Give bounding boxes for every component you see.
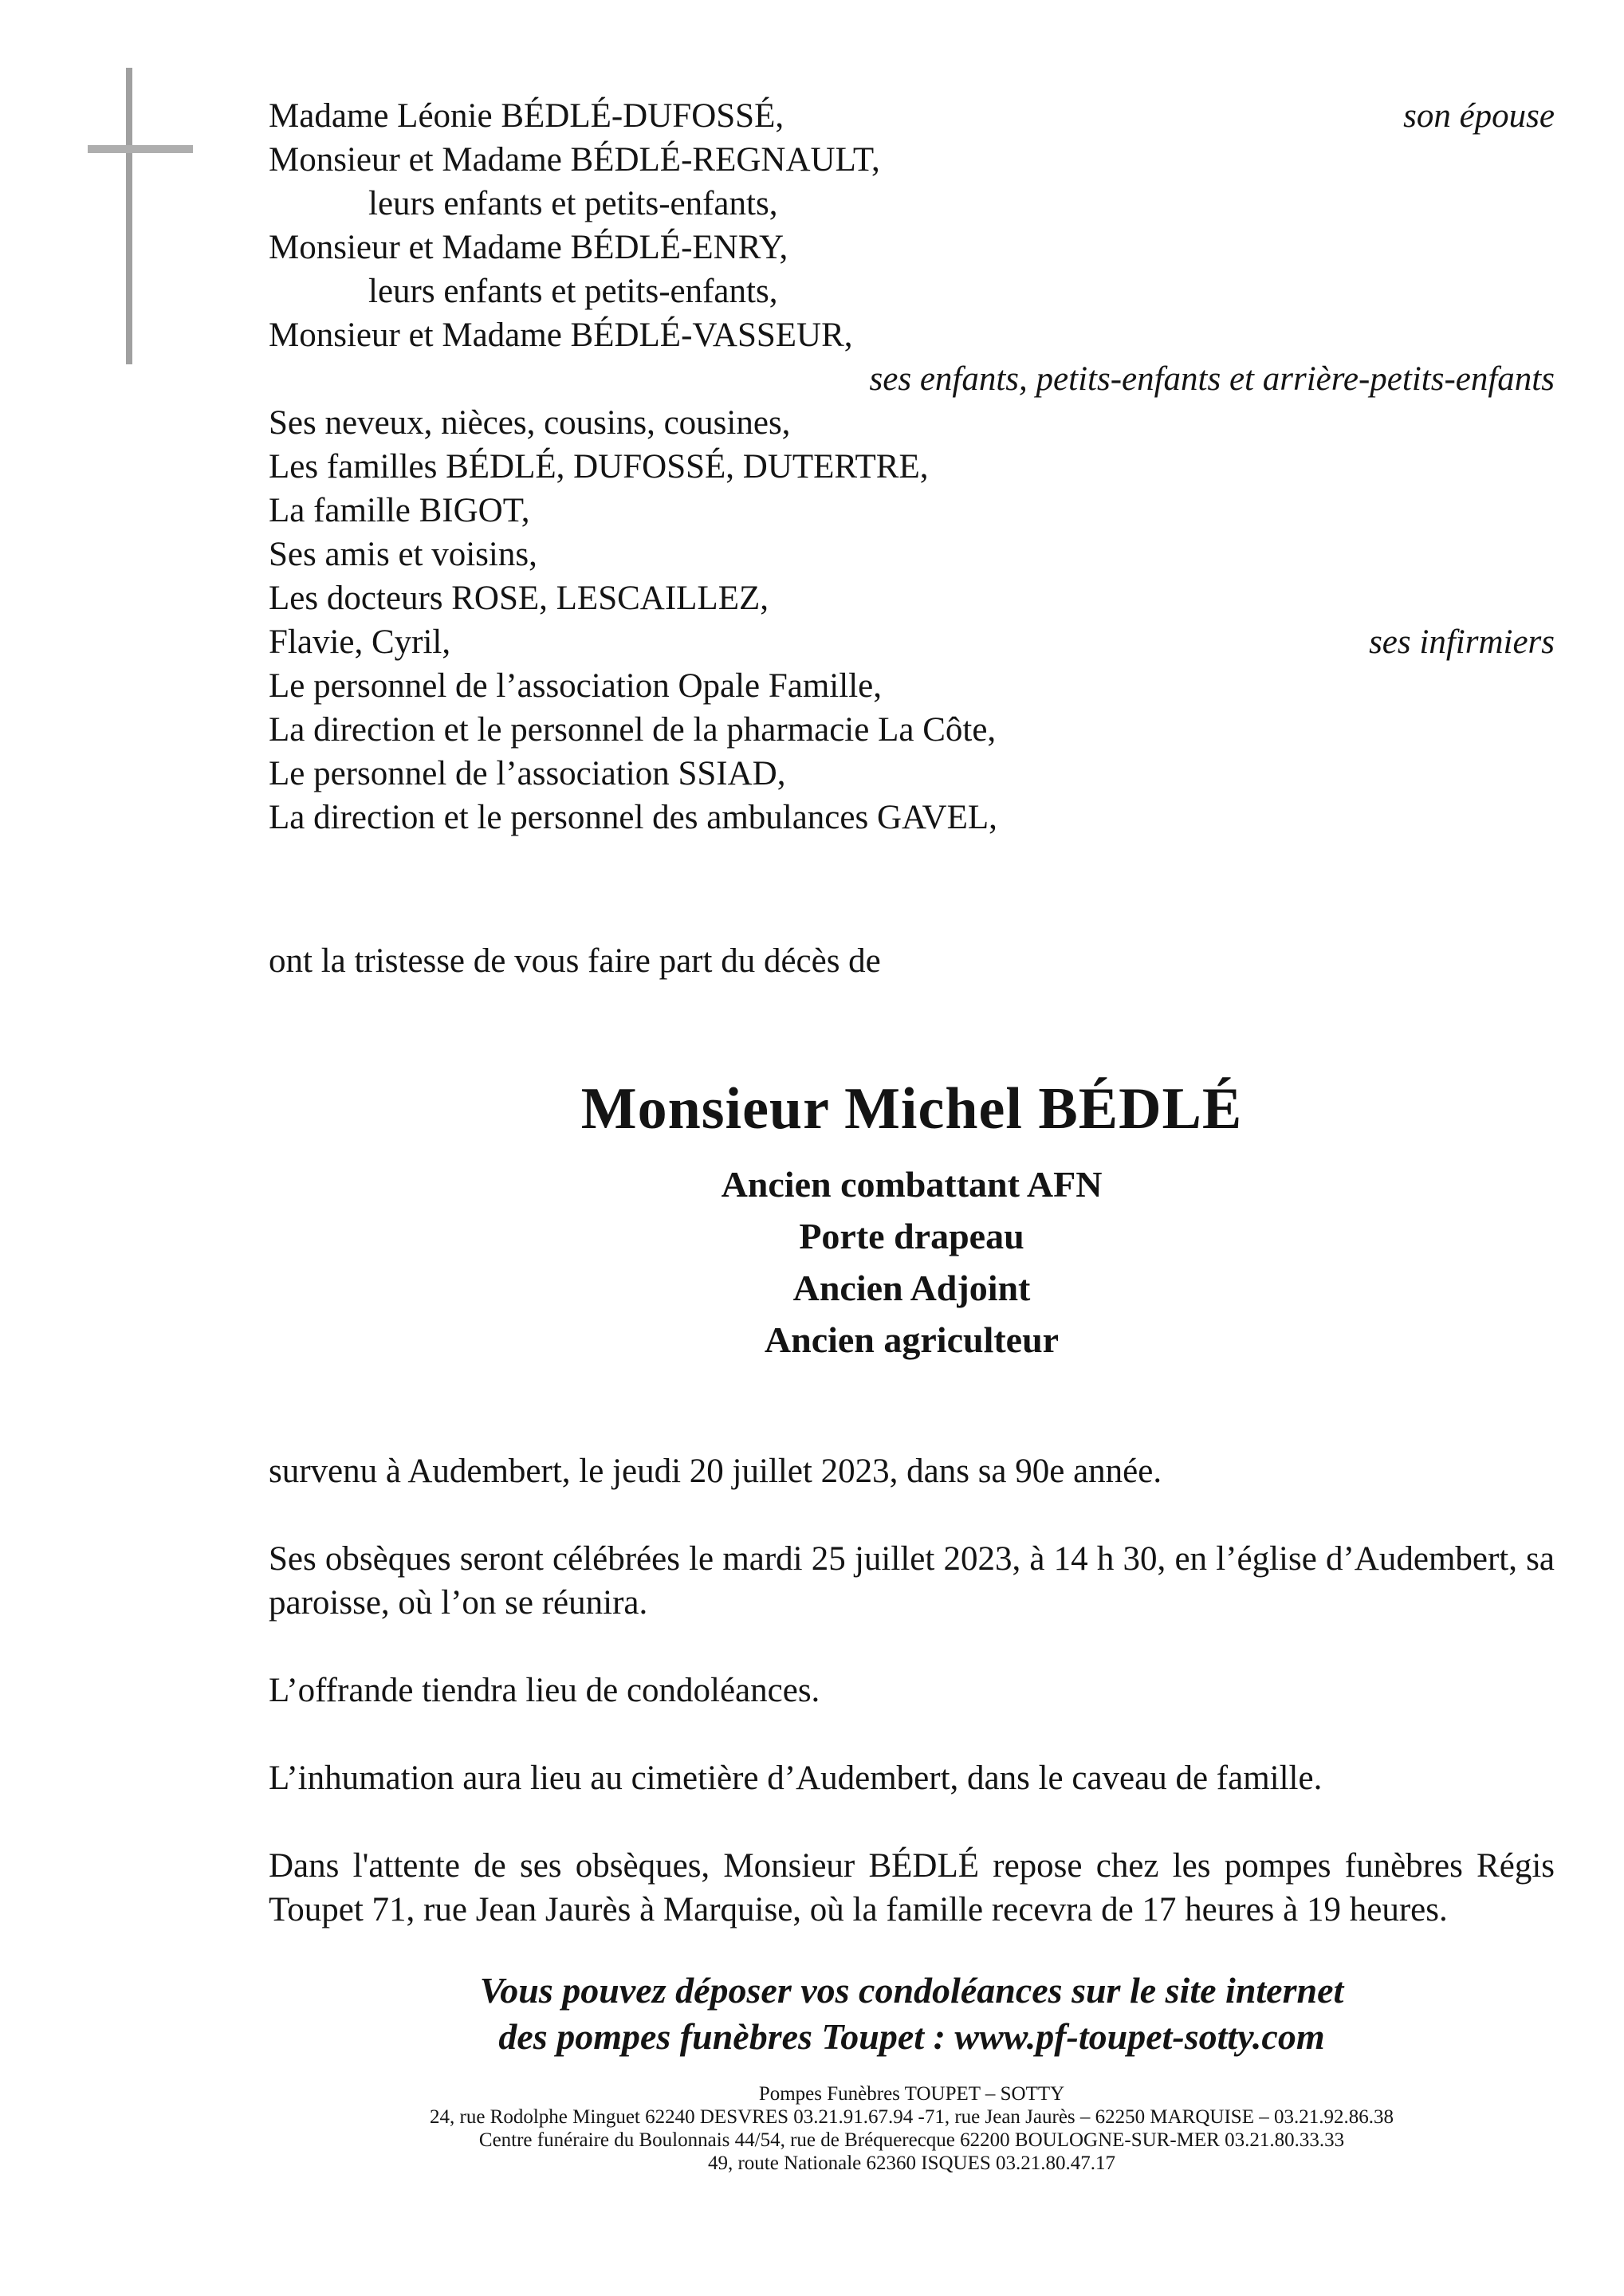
family-line-text: Le personnel de l’association Opale Famille, (269, 667, 882, 705)
family-line-text: La direction et le personnel des ambulances GAVEL, (269, 799, 997, 836)
family-line (269, 269, 1555, 313)
footer-line: Pompes Funèbres TOUPET – SOTTY (758, 2083, 1065, 2105)
family-line (269, 664, 1555, 708)
family-line-text: ses enfants, petits-enfants et arrière-petits-enfants (869, 360, 1555, 398)
family-line-text: Les docteurs ROSE, LESCAILLEZ, (269, 580, 769, 617)
family-line (269, 182, 1555, 226)
family-line (269, 576, 1555, 620)
family-line-text: Ses neveux, nièces, cousins, cousines, (269, 404, 791, 442)
paragraph-offering: L’offrande tiendra lieu de condoléances. (269, 1672, 820, 1709)
family-line (269, 357, 1555, 401)
family-line (269, 620, 1555, 664)
family-line-text: Monsieur et Madame BÉDLÉ-VASSEUR, (269, 316, 853, 354)
announcement-intro: ont la tristesse de vous faire part du décès de (269, 942, 881, 980)
relation-note: son épouse (1403, 97, 1555, 135)
family-line (269, 533, 1555, 576)
family-line-text: leurs enfants et petits-enfants, (368, 273, 778, 310)
deceased-title: Ancien agriculteur (764, 1319, 1060, 1360)
paragraph-burial: L’inhumation aura lieu au cimetière d’Audembert, dans le caveau de famille. (269, 1759, 1323, 1797)
family-line (269, 94, 1555, 138)
family-line-text: Les familles BÉDLÉ, DUFOSSÉ, DUTERTRE, (269, 448, 929, 486)
family-line-text: Monsieur et Madame BÉDLÉ-ENRY, (269, 229, 788, 266)
family-line (269, 445, 1555, 489)
family-line-text: Monsieur et Madame BÉDLÉ-REGNAULT, (269, 141, 880, 179)
deceased-name: Monsieur Michel BÉDLÉ (580, 1076, 1243, 1142)
condolence-note-line: des pompes funèbres Toupet : www.pf-toupet-sotty.com (498, 2016, 1325, 2057)
family-line (269, 401, 1555, 445)
family-line-text: La direction et le personnel de la pharmacie La Côte, (269, 711, 997, 749)
family-line (269, 752, 1555, 796)
relation-note: ses infirmiers (1369, 623, 1555, 661)
family-line (269, 313, 1555, 357)
funeral-home-footer (269, 2082, 1555, 2175)
footer-line: 49, route Nationale 62360 ISQUES 03.21.80.47.17 (707, 2152, 1116, 2174)
family-line (269, 796, 1555, 839)
deceased-titles (269, 1158, 1555, 1366)
deceased-title: Porte drapeau (799, 1216, 1024, 1256)
family-line (269, 489, 1555, 533)
family-line (269, 138, 1555, 182)
paragraph-funeral-service: Ses obsèques seront célébrées le mardi 25 juillet 2023, à 14 h 30, en l’église d’Audembert, sa paroisse, où l’on se réunira. (269, 1540, 1555, 1622)
family-line (269, 708, 1555, 752)
family-line-text: Ses amis et voisins, (269, 536, 537, 573)
family-line-text: Le personnel de l’association SSIAD, (269, 755, 786, 792)
family-line-text: Flavie, Cyril, (269, 623, 451, 661)
paragraph-repose: Dans l'attente de ses obsèques, Monsieur BÉDLÉ repose chez les pompes funèbres Régis Toupet 71, rue Jean Jaurès à Marquise, où la famille recevra de 17 heures à 19 heures. (269, 1847, 1555, 1928)
paragraph-death-details: survenu à Audembert, le jeudi 20 juillet 2023, dans sa 90e année. (269, 1453, 1162, 1490)
family-line (269, 226, 1555, 269)
footer-line: Centre funéraire du Boulonnais 44/54, rue de Bréquerecque 62200 BOULOGNE-SUR-MER 03.21.80.33.33 (478, 2129, 1345, 2151)
deceased-title: Ancien Adjoint (792, 1268, 1031, 1308)
family-list (269, 94, 1555, 839)
family-line-text: La famille BIGOT, (269, 492, 530, 529)
condolence-note-line: Vous pouvez déposer vos condoléances sur le site internet (479, 1970, 1344, 2011)
deceased-title: Ancien combattant AFN (721, 1164, 1103, 1205)
family-line-text: leurs enfants et petits-enfants, (368, 185, 778, 222)
cross-icon (88, 145, 193, 153)
condolence-note (269, 1968, 1555, 2060)
cross-icon (126, 68, 132, 364)
footer-line: 24, rue Rodolphe Minguet 62240 DESVRES 03.21.91.67.94 -71, rue Jean Jaurès – 62250 MARQUISE – 03.21.92.86.38 (430, 2106, 1394, 2128)
family-line-text: Madame Léonie BÉDLÉ-DUFOSSÉ, (269, 97, 784, 135)
